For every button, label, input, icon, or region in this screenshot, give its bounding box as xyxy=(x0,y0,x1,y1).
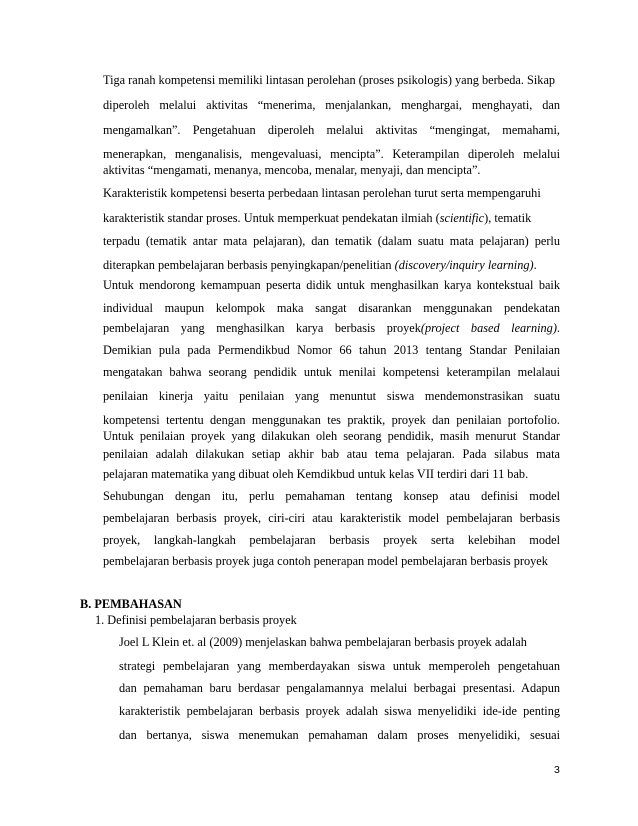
text-line xyxy=(103,342,560,358)
text-line: karakteristik pembelajaran berbasis proyek adalah siswa menyelidiki ide-ide penting xyxy=(119,704,560,718)
text-run: Tiga ranah kompetensi memiliki lintasan perolehan (proses psikologis) yang berbeda. Sikap xyxy=(103,73,556,87)
text-line xyxy=(103,364,560,380)
section-heading: B. PEMBAHASAN xyxy=(80,597,182,611)
text-line xyxy=(103,300,560,316)
text-line xyxy=(103,320,560,336)
text-run: individual maupun kelompok maka sangat disarankan menggunakan pendekatan xyxy=(103,301,560,315)
italic-term: (project based learning) xyxy=(420,321,557,335)
text-line xyxy=(103,72,560,88)
text-line xyxy=(103,233,560,249)
text-line xyxy=(103,412,560,428)
text-run: . xyxy=(556,321,560,335)
text-run: mengamalkan”. Pengetahuan diperoleh melalui aktivitas “mengingat, memahami, xyxy=(103,123,560,137)
text-line xyxy=(103,210,560,226)
text-line: strategi pembelajaran yang memberdayakan siswa untuk memperoleh pengetahuan xyxy=(119,659,560,673)
text-line xyxy=(103,185,560,201)
text-line xyxy=(103,388,560,404)
text-run: ), tematik xyxy=(484,211,532,225)
italic-term: scientific xyxy=(439,211,485,225)
text-line: Joel L Klein et. al (2009) menjelaskan bahwa pembelajaran berbasis proyek adalah xyxy=(119,635,527,649)
text-line xyxy=(103,146,560,162)
text-run: pelajaran matematika yang dibuat oleh Kemdikbud untuk kelas VII terdiri dari 11 bab. xyxy=(103,467,529,481)
text-run: mengatakan bahwa seorang pendidik untuk menilai kompetensi keterampilan melalaui xyxy=(103,365,560,379)
text-run: . xyxy=(533,258,537,272)
text-run: Demikian pula pada Permendikbud Nomor 66 tahun 2013 tentang Standar Penilaian xyxy=(103,343,560,357)
text-run: pembelajaran yang menghasilkan karya berbasis proyek xyxy=(103,321,421,335)
text-run: penilaian adalah dilakukan setiap akhir bab atau tema pelajaran. Pada silabus mata xyxy=(103,447,560,461)
text-line xyxy=(103,488,560,504)
text-run: proyek, langkah-langkah pembelajaran berbasis proyek serta kelebihan model xyxy=(103,533,560,547)
text-run: pembelajaran berbasis proyek juga contoh penerapan model pembelajaran berbasis proyek xyxy=(103,554,548,568)
italic-term: (discovery/inquiry learning) xyxy=(394,258,534,272)
text-line xyxy=(103,466,560,482)
text-line xyxy=(103,122,560,138)
text-line xyxy=(103,553,560,569)
text-line xyxy=(103,277,560,293)
text-line xyxy=(103,162,560,178)
text-run: diterapkan pembelajaran berbasis penyingkapan/penelitian xyxy=(103,258,395,272)
text-run: karakteristik standar proses. Untuk memperkuat pendekatan ilmiah ( xyxy=(103,211,440,225)
text-run: pembelajaran berbasis proyek, ciri-ciri atau karakteristik model pembelajaran berbasis xyxy=(103,511,560,525)
text-run: terpadu (tematik antar mata pelajaran), dan tematik (dalam suatu mata pelajaran) perlu xyxy=(103,234,560,248)
page-number: 3 xyxy=(554,764,560,776)
text-line xyxy=(103,97,560,113)
text-run: menerapkan, menganalisis, mengevaluasi, mencipta”. Keterampilan diperoleh melalui xyxy=(103,147,560,161)
text-line xyxy=(103,510,560,526)
subsection-title: 1. Definisi pembelajaran berbasis proyek xyxy=(95,613,297,627)
text-run: Karakteristik kompetensi beserta perbedaan lintasan perolehan turut serta mempengaruhi xyxy=(103,186,541,200)
text-run: Sehubungan dengan itu, perlu pemahaman tentang konsep atau definisi model xyxy=(103,489,560,503)
text-run: penilaian kinerja yaitu penilaian yang menuntut siswa mendemonstrasikan suatu xyxy=(103,389,560,403)
text-run: kompetensi tertentu dengan menggunakan tes praktik, proyek dan penilaian portofolio. xyxy=(103,413,560,427)
text-line xyxy=(103,428,560,444)
text-run: aktivitas “mengamati, menanya, mencoba, menalar, menyaji, dan mencipta”. xyxy=(103,163,481,177)
text-line: dan bertanya, siswa menemukan pemahaman dalam proses menyelidiki, sesuai xyxy=(119,728,560,742)
text-line: dan pemahaman baru berdasar pengalamannya melalui berbagai presentasi. Adapun xyxy=(119,681,560,695)
text-line xyxy=(103,446,560,462)
text-line xyxy=(103,257,560,273)
text-run: Untuk mendorong kemampuan peserta didik untuk menghasilkan karya kontekstual baik xyxy=(103,278,560,292)
text-line xyxy=(103,532,560,548)
text-run: Untuk penilaian proyek yang dilakukan oleh seorang pendidik, masih menurut Standar xyxy=(103,429,560,443)
text-run: diperoleh melalui aktivitas “menerima, menjalankan, menghargai, menghayati, dan xyxy=(103,98,560,112)
